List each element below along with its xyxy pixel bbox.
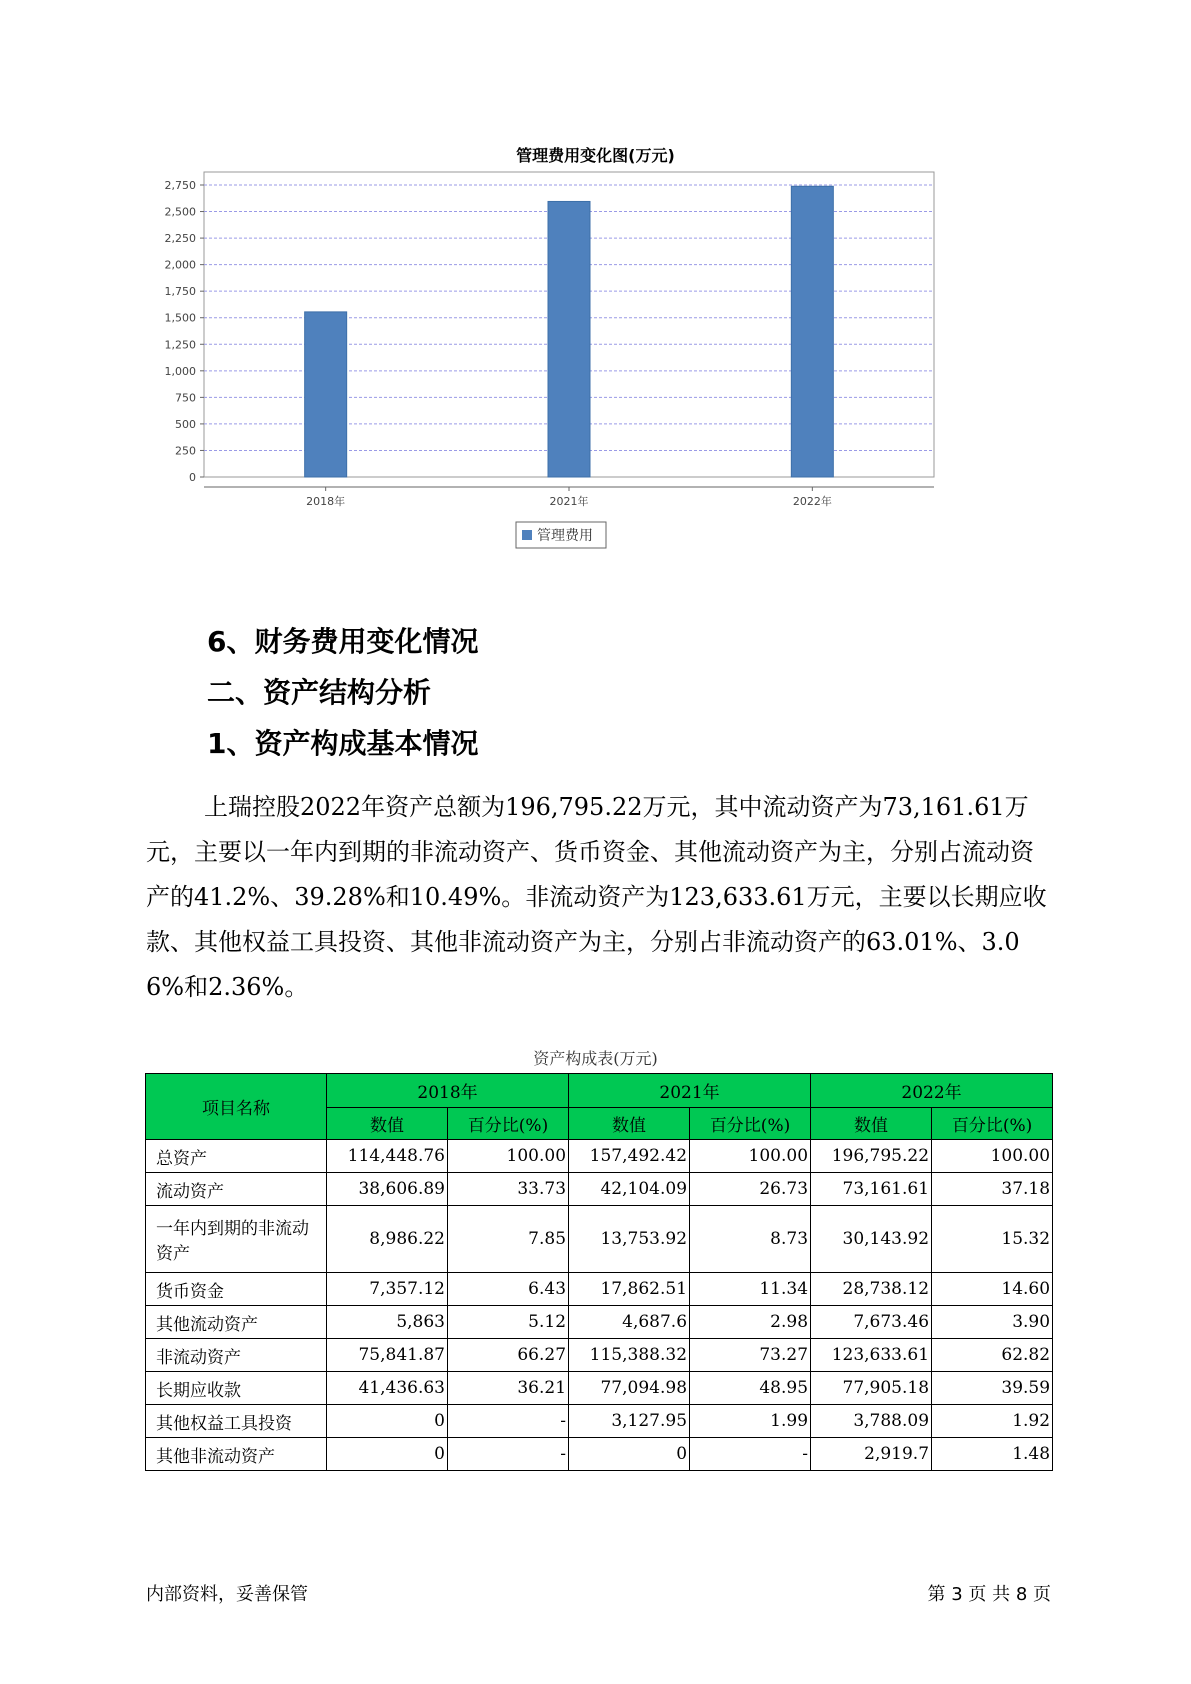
table-cell: 41,436.63 [327, 1372, 448, 1405]
table-cell: 100.00 [448, 1140, 569, 1173]
table-cell: 8,986.22 [327, 1206, 448, 1273]
table-cell: 11.34 [690, 1273, 811, 1306]
table-cell: 36.21 [448, 1372, 569, 1405]
legend-swatch [522, 530, 532, 540]
legend-label: 管理费用 [537, 528, 593, 544]
table-cell: 75,841.87 [327, 1339, 448, 1372]
table-cell: 114,448.76 [327, 1140, 448, 1173]
table-cell: 73,161.61 [811, 1173, 932, 1206]
table-cell: 8.73 [690, 1206, 811, 1273]
table-row [146, 1405, 1053, 1438]
y-tick-label: 2,500 [164, 205, 196, 219]
table-cell: - [448, 1405, 569, 1438]
table-cell: 42,104.09 [569, 1173, 690, 1206]
y-tick-label: 1,250 [164, 338, 196, 352]
asset-composition-table [145, 1073, 1053, 1471]
value-header: 数值 [811, 1108, 932, 1140]
table-cell: 0 [327, 1405, 448, 1438]
table-cell: 2.98 [690, 1306, 811, 1339]
table-cell: 17,862.51 [569, 1273, 690, 1306]
y-tick-label: 500 [175, 417, 196, 431]
value-header: 数值 [569, 1108, 690, 1140]
table-cell: 7.85 [448, 1206, 569, 1273]
table-cell: 4,687.6 [569, 1306, 690, 1339]
table-cell: 77,094.98 [569, 1372, 690, 1405]
row-label: 非流动资产 [146, 1339, 327, 1372]
table-cell: 5.12 [448, 1306, 569, 1339]
table-cell: 3.90 [932, 1306, 1053, 1339]
table-cell: 73.27 [690, 1339, 811, 1372]
table-cell: 30,143.92 [811, 1206, 932, 1273]
y-tick-label: 1,750 [164, 285, 196, 299]
table-cell: 3,127.95 [569, 1405, 690, 1438]
y-tick-label: 2,250 [164, 232, 196, 246]
table-row [146, 1173, 1053, 1206]
table-cell: 0 [327, 1438, 448, 1471]
row-label: 流动资产 [146, 1173, 327, 1206]
percent-header: 百分比(%) [690, 1108, 811, 1140]
heading-asset-structure: 二、资产结构分析 [207, 676, 432, 709]
value-header: 数值 [327, 1108, 448, 1140]
table-cell: - [690, 1438, 811, 1471]
percent-header: 百分比(%) [932, 1108, 1053, 1140]
x-tick-label: 2022年 [792, 495, 832, 508]
row-label: 其他权益工具投资 [146, 1405, 327, 1438]
y-tick-label: 2,000 [164, 258, 196, 272]
table-row [146, 1372, 1053, 1405]
table-cell: 2,919.7 [811, 1438, 932, 1471]
table-cell: 26.73 [690, 1173, 811, 1206]
row-label: 一年内到期的非流动资产 [146, 1206, 327, 1273]
table-cell: 38,606.89 [327, 1173, 448, 1206]
table-cell: 77,905.18 [811, 1372, 932, 1405]
table-cell: 1.99 [690, 1405, 811, 1438]
y-tick-label: 250 [175, 444, 196, 458]
table-cell: 100.00 [690, 1140, 811, 1173]
row-label: 总资产 [146, 1140, 327, 1173]
table-cell: 48.95 [690, 1372, 811, 1405]
year-header-2018: 2018年 [327, 1074, 569, 1108]
table-cell: 7,357.12 [327, 1273, 448, 1306]
table-cell: 115,388.32 [569, 1339, 690, 1372]
table-cell: 28,738.12 [811, 1273, 932, 1306]
y-tick-label: 1,500 [164, 311, 196, 325]
table-cell: 0 [569, 1438, 690, 1471]
table-cell: 37.18 [932, 1173, 1053, 1206]
table-cell: 13,753.92 [569, 1206, 690, 1273]
table-cell: 6.43 [448, 1273, 569, 1306]
table-cell: 62.82 [932, 1339, 1053, 1372]
table-row [146, 1438, 1053, 1471]
table-row [146, 1306, 1053, 1339]
table-cell: 7,673.46 [811, 1306, 932, 1339]
table-title: 资产构成表(万元) [533, 1049, 658, 1068]
table-cell: 66.27 [448, 1339, 569, 1372]
management-expense-chart [0, 0, 1191, 600]
item-name-header: 项目名称 [146, 1074, 327, 1140]
x-tick-label: 2018年 [306, 495, 346, 508]
year-header-2022: 2022年 [811, 1074, 1053, 1108]
y-tick-label: 750 [175, 391, 196, 405]
table-cell: 14.60 [932, 1273, 1053, 1306]
x-tick-label: 2021年 [549, 495, 589, 508]
y-tick-label: 1,000 [164, 364, 196, 378]
analysis-paragraph: 上瑞控股2022年资产总额为196,795.22万元，其中流动资产为73,161.61万元，主要以一年内到期的非流动资产、货币资金、其他流动资产为主，分别占流动资产的41.2%、39.28%和10.49%。非流动资产为123,633.61万元，主要以长期应收款、其他权益工具投资、其他非流动资产为主，分别占非流动资产的63.01%、3.06%和2.36%。 [146, 793, 1047, 1001]
table-cell: 196,795.22 [811, 1140, 932, 1173]
table-cell: 157,492.42 [569, 1140, 690, 1173]
year-header-2021: 2021年 [569, 1074, 811, 1108]
bar-0 [305, 312, 347, 477]
row-label: 其他非流动资产 [146, 1438, 327, 1471]
table-row [146, 1206, 1053, 1273]
table-cell: 1.48 [932, 1438, 1053, 1471]
table-row [146, 1140, 1053, 1173]
percent-header: 百分比(%) [448, 1108, 569, 1140]
row-label: 货币资金 [146, 1273, 327, 1306]
heading-asset-composition: 1、资产构成基本情况 [207, 727, 479, 760]
table-cell: 39.59 [932, 1372, 1053, 1405]
table-cell: 123,633.61 [811, 1339, 932, 1372]
table-row [146, 1273, 1053, 1306]
row-label: 其他流动资产 [146, 1306, 327, 1339]
table-cell: 15.32 [932, 1206, 1053, 1273]
table-cell: 33.73 [448, 1173, 569, 1206]
table-cell: 3,788.09 [811, 1405, 932, 1438]
table-cell: 5,863 [327, 1306, 448, 1339]
chart-title: 管理费用变化图(万元) [516, 146, 675, 165]
footer-page-number: 第 3 页 共 8 页 [927, 1584, 1051, 1605]
bar-2 [791, 186, 833, 477]
table-cell: 1.92 [932, 1405, 1053, 1438]
y-tick-label: 2,750 [164, 179, 196, 192]
table-cell: - [448, 1438, 569, 1471]
footer-confidential: 内部资料，妥善保管 [146, 1584, 308, 1605]
bar-1 [548, 201, 590, 477]
row-label: 长期应收款 [146, 1372, 327, 1405]
y-tick-label: 0 [189, 471, 196, 484]
table-cell: 100.00 [932, 1140, 1053, 1173]
table-row [146, 1339, 1053, 1372]
heading-finance-expense: 6、财务费用变化情况 [207, 625, 479, 658]
